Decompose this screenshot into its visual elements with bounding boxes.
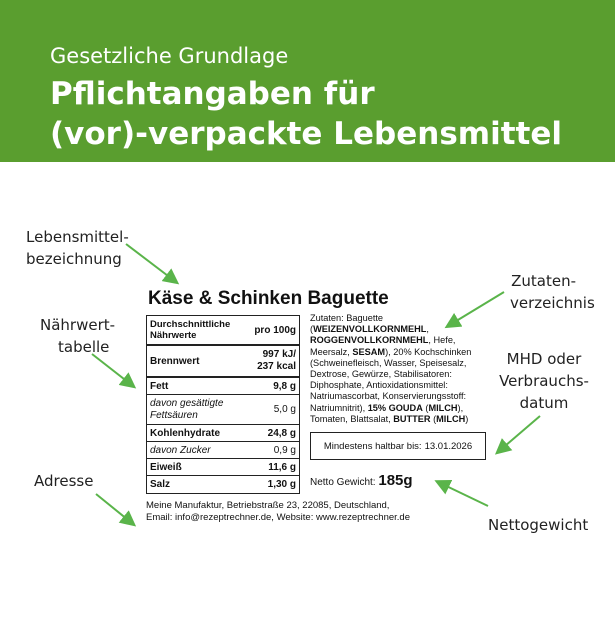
nutrition-header-right: pro 100g xyxy=(254,324,296,336)
nutrition-row-fett xyxy=(147,378,299,395)
callout-mhd-line1: MHD oder xyxy=(506,350,582,368)
nutrition-row-brennwert xyxy=(147,346,299,378)
callout-nettogewicht: Nettogewicht xyxy=(488,516,589,534)
nutrition-row-fettsaeuren xyxy=(147,395,299,425)
allergen: ROGGENVOLLKORNMEHL xyxy=(310,335,429,346)
allergen: SESAM xyxy=(352,346,386,357)
callout-adresse: Adresse xyxy=(34,472,94,490)
brennwert-kcal: 237 kcal xyxy=(257,361,296,372)
ingredients-text: ( xyxy=(430,413,437,424)
allergen: 15% GOUDA xyxy=(367,402,423,413)
product-name: Käse & Schinken Baguette xyxy=(148,288,389,309)
nutrition-label: davon Zucker xyxy=(150,444,211,456)
nutrition-value: 0,9 g xyxy=(273,444,296,456)
brennwert-kj: 997 kJ/ xyxy=(262,349,296,360)
manufacturer-address xyxy=(146,500,410,524)
netto-value: 185g xyxy=(378,472,413,489)
mhd-label: Mindestens haltbar bis: xyxy=(323,440,422,452)
arrow-naehrwert xyxy=(92,354,133,386)
netto-weight xyxy=(310,472,413,489)
arrow-nettogewicht xyxy=(438,482,488,506)
callout-mhd-line2: Verbrauchs- xyxy=(499,372,589,390)
ingredients-text: ) xyxy=(465,413,469,424)
arrow-mhd xyxy=(498,416,540,452)
ingredients-text: , Hefe, Meersalz, xyxy=(310,335,456,357)
ingredients-text: ( xyxy=(422,402,429,413)
allergen: MILCH xyxy=(436,413,466,424)
callout-naehrwert-line2: tabelle xyxy=(58,338,110,356)
nutrition-value: 11,6 g xyxy=(268,461,296,473)
nutrition-row-salz xyxy=(147,476,299,493)
address-line2: Email: info@rezeptrechner.de, Website: www.rezeptrechner.de xyxy=(146,512,410,523)
nutrition-label: Brennwert xyxy=(150,355,200,367)
nutrition-value xyxy=(257,349,296,373)
callout-zutaten-line2: verzeichnis xyxy=(510,294,595,312)
mhd-box xyxy=(310,432,486,460)
callout-zutaten-line1: Zutaten- xyxy=(511,272,576,290)
header-subtitle: Gesetzliche Grundlage xyxy=(50,44,289,68)
mhd-date: 13.01.2026 xyxy=(424,440,473,452)
ingredients-list xyxy=(310,313,495,425)
nutrition-label: Eiweiß xyxy=(150,461,182,473)
callout-bezeichnung-line1: Lebensmittel- xyxy=(26,228,129,246)
fettsaeuren-line2: Fettsäuren xyxy=(150,409,198,421)
callout-naehrwert-line1: Nährwert- xyxy=(40,316,116,334)
arrow-adresse xyxy=(96,494,133,524)
arrow-bezeichnung xyxy=(126,244,176,282)
nutrition-label: Kohlenhydrate xyxy=(150,427,221,439)
fettsaeuren-line1: davon gesättigte xyxy=(150,397,224,409)
nutrition-row-kohlenhydrate xyxy=(147,425,299,442)
netto-label: Netto Gewicht: xyxy=(310,477,376,488)
nutrition-header-row xyxy=(147,316,299,346)
nutrition-table xyxy=(146,315,300,494)
header-title-line2: (vor)-verpackte Lebensmittel xyxy=(50,116,562,152)
callout-bezeichnung-line2: bezeichnung xyxy=(26,250,122,268)
nutrition-label: Salz xyxy=(150,479,171,490)
nutrition-header-left-line1: Durchschnittliche xyxy=(150,319,231,330)
allergen: MILCH xyxy=(428,402,458,413)
ingredients-text: , xyxy=(426,324,429,335)
nutrition-label xyxy=(150,398,274,422)
nutrition-label: Fett xyxy=(150,380,169,392)
allergen: WEIZENVOLLKORNMEHL xyxy=(313,324,427,335)
header-title-line1: Pflichtangaben für xyxy=(50,76,375,112)
ingredients-text: ), 20% Kochschinken (Schweinefleisch, Wasser, Speisesalz, Dextrose, Gewürze, Stabilisatoren: Diphosphate, Antioxidationsmittel: Natriumascorbat, Konservierungsstoff: Natriumnitrit), xyxy=(310,346,472,413)
ingredients-text: Zutaten: Baguette ( xyxy=(310,313,384,335)
nutrition-value: 5,0 g xyxy=(273,404,296,415)
nutrition-row-eiweiss xyxy=(147,459,299,476)
nutrition-value: 24,8 g xyxy=(267,427,296,439)
allergen: BUTTER xyxy=(393,413,431,424)
nutrition-header-left xyxy=(150,319,254,341)
nutrition-value: 1,30 g xyxy=(267,479,296,490)
callout-mhd-line3: datum xyxy=(519,394,569,412)
nutrition-header-left-line2: Nährwerte xyxy=(150,330,197,341)
nutrition-value: 9,8 g xyxy=(273,380,296,392)
address-line1: Meine Manufaktur, Betriebstraße 23, 22085, Deutschland, xyxy=(146,500,390,511)
ingredients-text: ), Tomaten, Blattsalat, xyxy=(310,402,464,424)
nutrition-row-zucker xyxy=(147,442,299,459)
